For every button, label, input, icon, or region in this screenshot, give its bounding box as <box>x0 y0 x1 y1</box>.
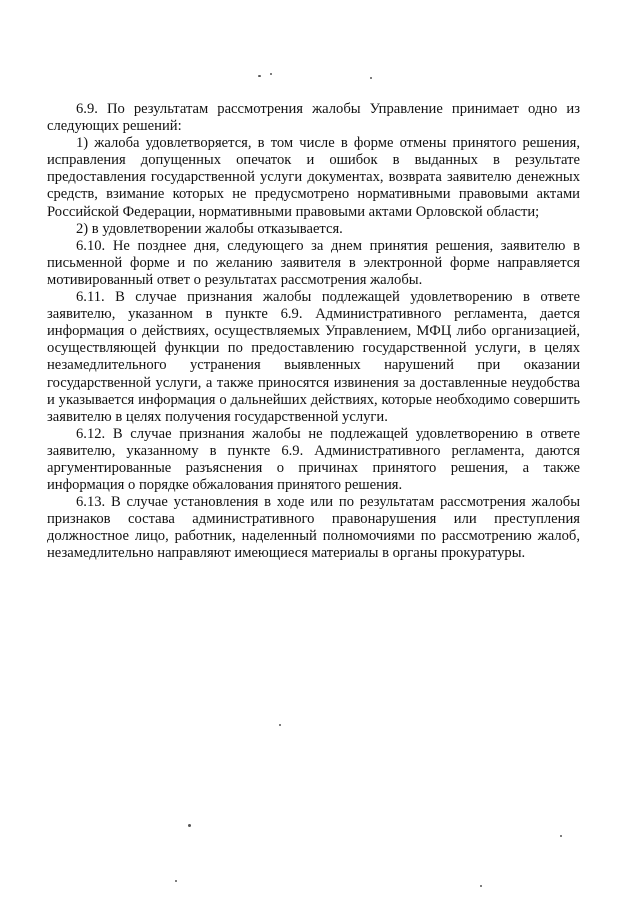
paragraph-6-9: 6.9. По результатам рассмотрения жалобы Управление принимает одно из следующих решений: <box>47 101 580 135</box>
paragraph-6-9-item-1: 1) жалоба удовлетворяется, в том числе в форме отмены принятого решения, исправления допущенных опечаток и ошибок в выданных в результате предоставления государственной услуги документах, возврата заявителю денежных средств, взимание которых не предусмотрено нормативными правовыми актами Российской Федерации, нормативными правовыми актами Орловской области; <box>47 135 580 220</box>
paragraph-6-9-item-2: 2) в удовлетворении жалобы отказывается. <box>76 220 343 237</box>
paragraph-6-11: 6.11. В случае признания жалобы подлежащей удовлетворению в ответе заявителю, указанном в пункте 6.9. Административного регламента, дается информация о действиях, осуществляемых Управлением, МФЦ либо организацией, осуществляющей функции по предоставлению государственной услуги, в целях незамедлительного устранения выявленных нарушений при оказании государственной услуги, а также приносятся извинения за доставленные неудобства и указывается информация о дальнейших действиях, которые необходимо совершить заявителю в целях получения государственной услуги. <box>47 289 580 425</box>
scan-speck <box>188 824 191 827</box>
document-body <box>47 101 580 563</box>
scan-speck <box>270 73 272 75</box>
paragraph-6-12: 6.12. В случае признания жалобы не подлежащей удовлетворению в ответе заявителю, указанному в пункте 6.9. Административного регламента, даются аргументированные разъяснения о причинах принятого решения, а также информация о порядке обжалования принятого решения. <box>47 425 580 494</box>
scan-speck <box>279 724 281 726</box>
paragraph-6-13: 6.13. В случае установления в ходе или по результатам рассмотрения жалобы признаков состава административного правонарушения или преступления должностное лицо, работник, наделенный полномочиями по рассмотрению жалоб, незамедлительно направляют имеющиеся материалы в органы прокуратуры. <box>47 494 580 562</box>
paragraph-6-10: 6.10. Не позднее дня, следующего за днем принятия решения, заявителю в письменной форме и по желанию заявителя в электронной форме направляется мотивированный ответ о результатах рассмотрения жалобы. <box>47 237 580 288</box>
scan-speck <box>560 835 562 837</box>
scan-speck <box>370 77 372 79</box>
scan-speck <box>258 75 261 77</box>
scan-speck <box>175 880 177 882</box>
scan-speck <box>480 885 482 887</box>
